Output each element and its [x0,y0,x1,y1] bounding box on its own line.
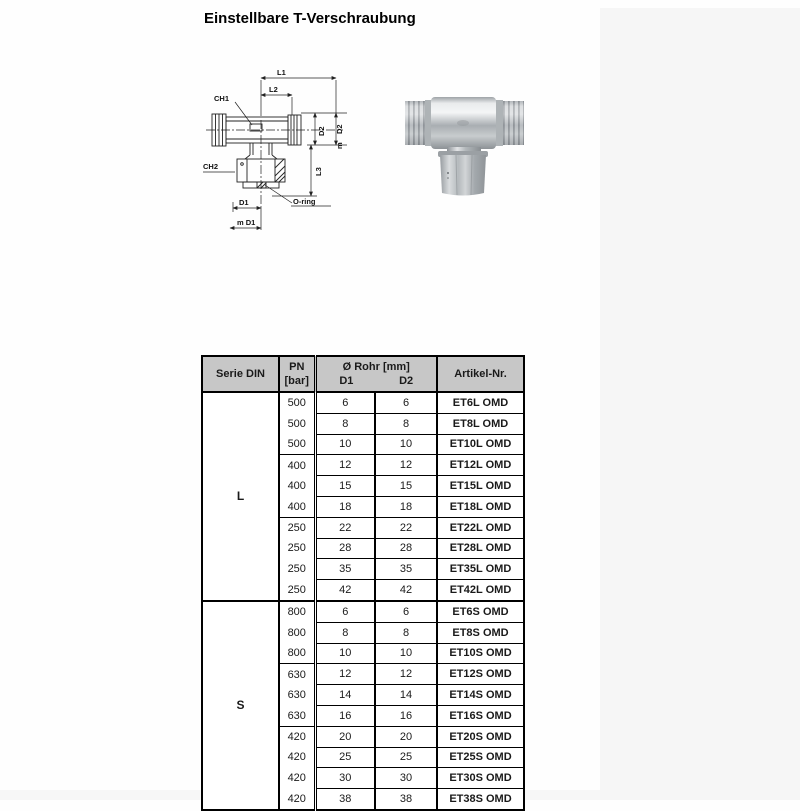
cell-d1: 30 [315,768,375,789]
cell-d1: 22 [315,517,375,538]
cell-art: ET22L OMD [437,517,524,538]
dim-label-l2: L2 [269,85,278,94]
cell-art: ET14S OMD [437,685,524,706]
cell-pn: 800 [279,622,315,643]
cell-d2: 42 [375,580,437,601]
cell-d2: 38 [375,789,437,810]
t-fitting-render [405,97,524,196]
page-title: Einstellbare T-Verschraubung [204,10,416,27]
cell-d1: 28 [315,538,375,559]
cell-art: ET20S OMD [437,726,524,747]
cell-d2: 6 [375,601,437,622]
cell-d2: 8 [375,413,437,434]
table-row [202,392,524,413]
header-artikel-nr: Artikel-Nr. [437,356,524,392]
header-pn-bar [279,356,315,392]
cell-pn: 420 [279,789,315,810]
cell-d2: 35 [375,559,437,580]
fitting-outline [212,114,301,188]
dim-label-ch1: CH1 [214,94,230,103]
cell-art: ET12S OMD [437,664,524,685]
header-pn-line1: PN [289,361,305,373]
header-d1: D1 [339,375,354,387]
cell-art: ET12L OMD [437,455,524,476]
cell-serie-din: S [202,601,279,810]
table-row [202,601,524,622]
cell-pn: 500 [279,434,315,455]
dim-label-d2-outer: D2 [335,124,344,134]
cell-d2: 14 [375,685,437,706]
table-header-row [202,356,524,392]
cell-d1: 42 [315,580,375,601]
cell-pn: 420 [279,747,315,768]
cell-d1: 14 [315,685,375,706]
cell-art: ET6S OMD [437,601,524,622]
cell-pn: 800 [279,643,315,664]
cell-d2: 20 [375,726,437,747]
cell-d1: 6 [315,392,375,413]
cell-art: ET10L OMD [437,434,524,455]
cell-art: ET25S OMD [437,747,524,768]
cell-d1: 8 [315,413,375,434]
cell-d1: 12 [315,664,375,685]
cell-d1: 25 [315,747,375,768]
cell-art: ET6L OMD [437,392,524,413]
cell-d2: 12 [375,664,437,685]
cell-art: ET8L OMD [437,413,524,434]
cell-pn: 500 [279,413,315,434]
cell-pn: 500 [279,392,315,413]
cell-art: ET42L OMD [437,580,524,601]
cell-d2: 16 [375,705,437,726]
cell-art: ET38S OMD [437,789,524,810]
cell-d2: 22 [375,517,437,538]
cell-d2: 6 [375,392,437,413]
cell-d1: 20 [315,726,375,747]
dim-label-m-d1: m D1 [237,218,256,227]
cell-d2: 10 [375,434,437,455]
cell-art: ET15L OMD [437,476,524,497]
cell-d2: 8 [375,622,437,643]
cell-d2: 12 [375,455,437,476]
cell-d1: 18 [315,496,375,517]
cell-d1: 16 [315,705,375,726]
cell-d1: 12 [315,455,375,476]
cell-serie-din: L [202,392,279,601]
cell-pn: 250 [279,517,315,538]
cell-pn: 630 [279,685,315,706]
dim-label-m-outer: m [335,142,344,149]
cell-d1: 10 [315,643,375,664]
cell-pn: 630 [279,664,315,685]
dim-label-ch2: CH2 [203,162,219,171]
cell-pn: 400 [279,455,315,476]
cell-pn: 800 [279,601,315,622]
header-serie-din: Serie DIN [202,356,279,392]
dim-label-o-ring: O-ring [293,197,316,206]
right-margin [600,8,800,800]
cell-art: ET30S OMD [437,768,524,789]
cell-d2: 15 [375,476,437,497]
technical-drawing [195,60,380,240]
dim-label-l1: L1 [277,68,286,77]
header-rohr [315,356,437,392]
cell-art: ET8S OMD [437,622,524,643]
cell-d2: 30 [375,768,437,789]
cell-art: ET16S OMD [437,705,524,726]
cell-d1: 10 [315,434,375,455]
cell-pn: 420 [279,726,315,747]
product-photo [403,85,533,197]
cell-pn: 250 [279,580,315,601]
header-rohr-title: Ø Rohr [mm] [342,361,410,373]
cell-pn: 400 [279,476,315,497]
cell-pn: 420 [279,768,315,789]
cell-art: ET28L OMD [437,538,524,559]
cell-d1: 8 [315,622,375,643]
cell-pn: 250 [279,559,315,580]
cell-d1: 15 [315,476,375,497]
cell-d1: 38 [315,789,375,810]
cell-d2: 25 [375,747,437,768]
cell-art: ET10S OMD [437,643,524,664]
header-d2: D2 [399,375,414,387]
dim-label-d2-inner: D2 [317,126,326,136]
dim-label-d1: D1 [239,198,249,207]
header-pn-line2: [bar] [284,375,309,387]
cell-d2: 28 [375,538,437,559]
cell-pn: 250 [279,538,315,559]
specs-table [201,355,525,811]
dim-label-l3: L3 [314,167,323,176]
cell-pn: 630 [279,705,315,726]
cell-pn: 400 [279,496,315,517]
cell-d2: 10 [375,643,437,664]
cell-art: ET18L OMD [437,496,524,517]
cell-d1: 6 [315,601,375,622]
cell-d2: 18 [375,496,437,517]
cell-d1: 35 [315,559,375,580]
specs-table-body [202,392,524,810]
cell-art: ET35L OMD [437,559,524,580]
